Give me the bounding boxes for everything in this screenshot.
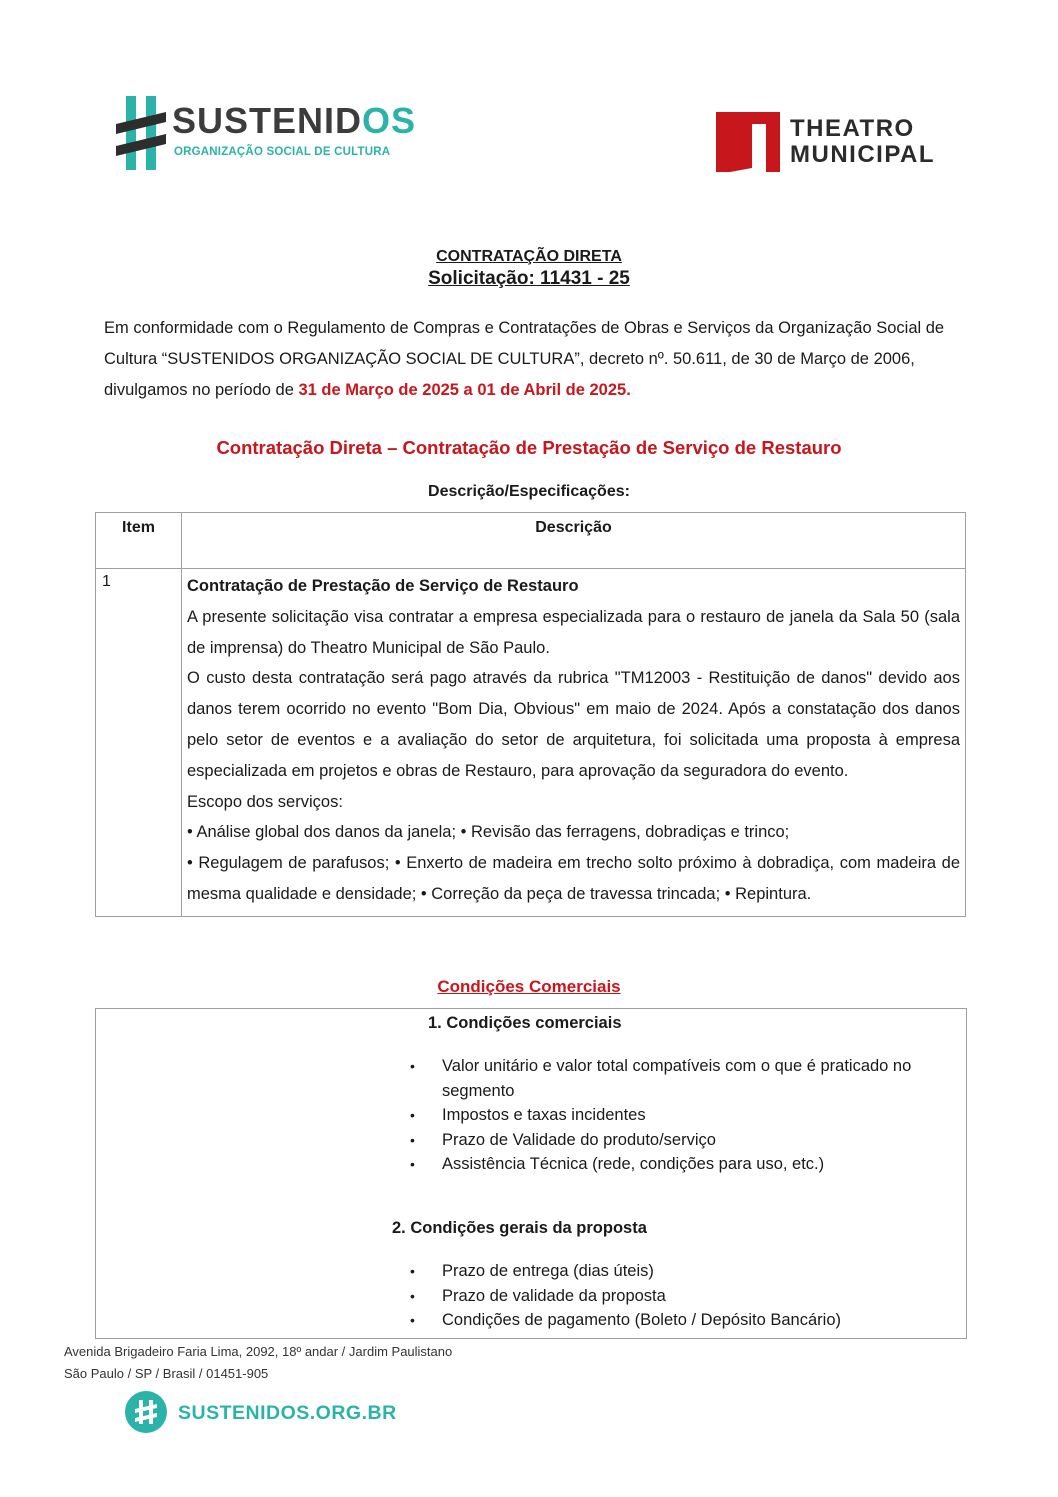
publication-period: 31 de Março de 2025 a 01 de Abril de 2025.	[298, 381, 631, 399]
request-number: Solicitação: 11431 - 25	[428, 268, 630, 289]
description-paragraph: • Regulagem de parafusos; • Enxerto de madeira em trecho solto próximo à dobradiça, com madeira de mesma qualidade e densidade; • Correção da peça de travessa trincada; • Repintura.	[187, 854, 960, 903]
description-paragraph: • Análise global dos danos da janela; • Revisão das ferragens, dobradiças e trinco;	[187, 823, 790, 842]
description-paragraph: Escopo dos serviços:	[187, 792, 343, 811]
footer-address-line1: Avenida Brigadeiro Faria Lima, 2092, 18º andar / Jardim Paulistano	[64, 1344, 453, 1359]
list-item: • Prazo de entrega (dias úteis)	[410, 1259, 955, 1284]
theatro-municipal-logo	[716, 110, 956, 174]
contract-subtitle: Contratação Direta – Contratação de Prestação de Serviço de Restauro	[216, 437, 842, 458]
list-item: • Condições de pagamento (Boleto / Depósito Bancário)	[410, 1308, 955, 1333]
hash-icon	[116, 94, 166, 172]
description-paragraph: O custo desta contratação será pago através da rubrica "TM12003 - Restituição de danos" devido aos danos terem ocorrido no evento "Bom Dia, Obvious" em maio de 2024. Após a constatação dos danos pelo setor de eventos e a avaliação do setor de arquitetura, foi solicitada uma proposta à empresa especializada em projetos e obras de Restauro, para aprovação da seguradora do evento.	[187, 669, 960, 780]
section2-heading: 2. Condições gerais da proposta	[392, 1219, 647, 1237]
list-item: • Prazo de Validade do produto/serviço	[410, 1128, 955, 1153]
footer-site[interactable]: SUSTENIDOS.ORG.BR	[178, 1402, 397, 1424]
item-number: 1	[96, 569, 182, 917]
list-item: • Valor unitário e valor total compatíveis com o que é praticado no segmento	[410, 1054, 955, 1103]
conditions-title: Condições Comerciais	[437, 977, 621, 996]
footer-address-line2: São Paulo / SP / Brasil / 01451-905	[64, 1366, 269, 1381]
footer-logo	[124, 1390, 397, 1436]
red-frame-icon	[716, 110, 780, 172]
list-item: • Assistência Técnica (rede, condições para uso, etc.)	[410, 1152, 955, 1177]
section1-list	[410, 1054, 955, 1177]
section2-list	[410, 1259, 955, 1333]
list-item: • Impostos e taxas incidentes	[410, 1103, 955, 1128]
column-header-description: Descrição	[182, 513, 966, 569]
description-heading: Descrição/Especificações:	[428, 483, 630, 500]
item-description	[182, 569, 966, 917]
theatro-municipal-wordmark: THEATRO MUNICIPAL	[790, 115, 936, 168]
item-title: Contratação de Prestação de Serviço de Restauro	[187, 577, 579, 595]
intro-paragraph: Em conformidade com o Regulamento de Compras e Contratações de Obras e Serviços da Organização Social de Cultura “SUSTENIDOS ORGANIZAÇÃO SOCIAL DE CULTURA”, decreto nº. 50.611, de 30 de Março de 2006, divulgamos no período de 31 de Março de 2025 a 01 de Abril de 2025.	[104, 319, 945, 399]
description-paragraph: A presente solicitação visa contratar a empresa especializada para o restauro de janela da Sala 50 (sala de imprensa) do Theatro Municipal de São Paulo.	[187, 607, 960, 657]
sustenidos-brand: SUSTENIDOS	[172, 100, 417, 141]
description-table	[95, 512, 966, 917]
sustenidos-tagline: ORGANIZAÇÃO SOCIAL DE CULTURA	[174, 146, 391, 158]
table-header-row	[96, 513, 966, 569]
document-title: CONTRATAÇÃO DIRETA	[436, 248, 622, 265]
sustenidos-logo	[116, 94, 417, 174]
hash-circle-icon	[124, 1390, 168, 1434]
section1-heading: 1. Condições comerciais	[428, 1014, 622, 1032]
table-row	[96, 569, 966, 917]
column-header-item: Item	[96, 513, 182, 569]
list-item: • Prazo de validade da proposta	[410, 1284, 955, 1309]
